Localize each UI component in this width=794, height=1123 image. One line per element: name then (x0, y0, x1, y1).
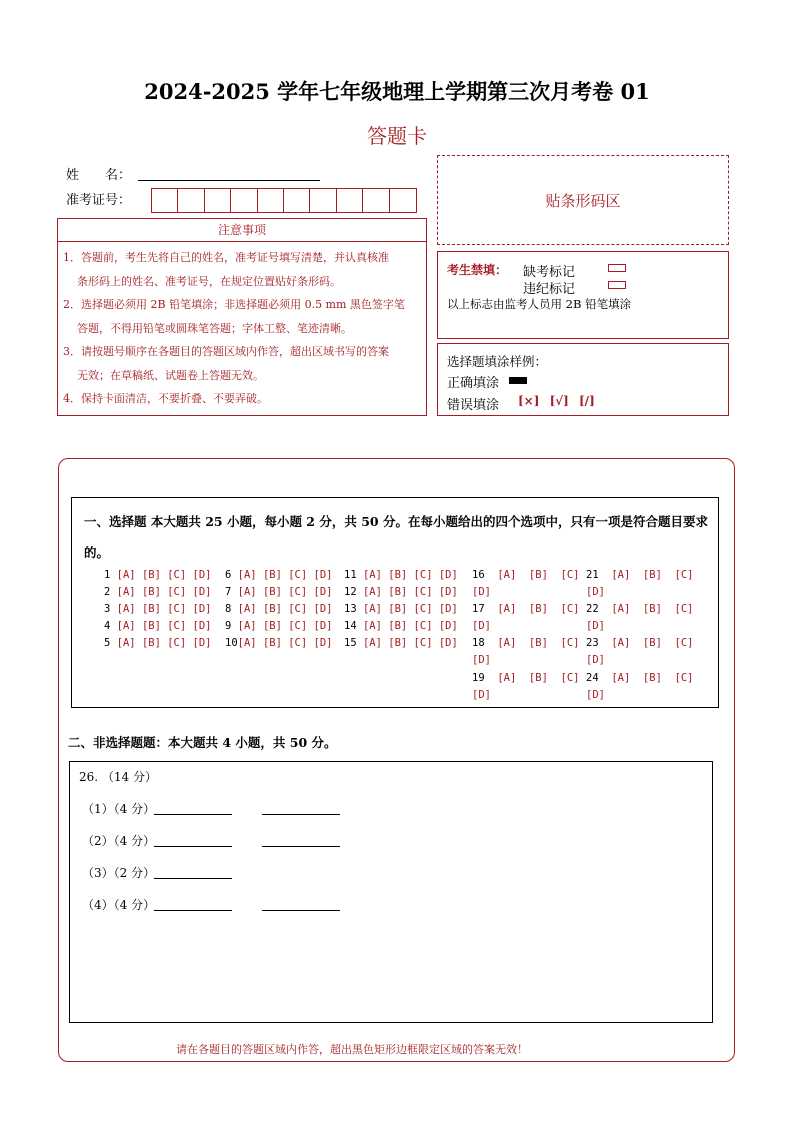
notice-item (63, 246, 420, 293)
section1-instruction: 一、选择题 本大题共 25 小题，每小题 2 分，共 50 分。在每小题给出的四个选项中，只有一项是符合题目要求的。 (84, 514, 708, 560)
notice-body (57, 242, 427, 416)
mc-question[interactable]: 22 [A] [B] [C] (586, 603, 694, 615)
id-digit-box[interactable] (390, 189, 416, 212)
answer-blank[interactable] (154, 814, 232, 815)
proctor-only-label: 考生禁填： (447, 263, 508, 277)
mc-question[interactable]: 9 [A] [B] [C] [D] (225, 620, 333, 632)
answer-blank[interactable] (262, 846, 340, 847)
correct-fill-label: 正确填涂 (447, 376, 500, 391)
notice-text: 请按题号顺序在各题目的答题区域内作答，超出区域书写的答案 (81, 345, 389, 358)
mc-question[interactable]: 10[A] [B] [C] [D] (225, 637, 333, 649)
mc-question[interactable]: 2 [A] [B] [C] [D] (104, 586, 212, 598)
id-digit-box[interactable] (258, 189, 284, 212)
id-digit-box[interactable] (337, 189, 363, 212)
notice-number: 3． (63, 345, 81, 358)
mc-option-d[interactable]: [D] (472, 586, 491, 598)
mc-question[interactable]: 11 [A] [B] [C] [D] (344, 569, 458, 581)
mc-option-d[interactable]: [D] (586, 586, 605, 598)
mc-question[interactable]: 14 [A] [B] [C] [D] (344, 620, 458, 632)
id-digit-box[interactable] (205, 189, 231, 212)
notice-number: 2． (63, 298, 81, 311)
notice-text: 答题，不得用铅笔或圆珠笔答题；字体工整、笔迹清晰。 (77, 321, 352, 335)
sub-question-label: （2）（4 分） (82, 834, 156, 848)
notice-text: 无效；在草稿纸、试题卷上答题无效。 (77, 368, 264, 382)
mc-question[interactable]: 8 [A] [B] [C] [D] (225, 603, 333, 615)
barcode-area (437, 155, 729, 245)
mc-question[interactable]: 5 [A] [B] [C] [D] (104, 637, 212, 649)
id-digit-box[interactable] (310, 189, 336, 212)
answer-blank[interactable] (262, 814, 340, 815)
proctor-marks-box (437, 251, 729, 339)
mc-option-d[interactable]: [D] (586, 654, 605, 666)
name-label: 姓 名： (66, 168, 132, 183)
answer-blank[interactable] (262, 910, 340, 911)
mc-question[interactable]: 15 [A] [B] [C] [D] (344, 637, 458, 649)
mc-question[interactable]: 1 [A] [B] [C] [D] (104, 569, 212, 581)
id-digit-box[interactable] (231, 189, 257, 212)
answer-blank[interactable] (154, 846, 232, 847)
id-digit-box[interactable] (284, 189, 310, 212)
mc-question[interactable]: 16 [A] [B] [C] (472, 569, 580, 581)
answer-blank[interactable] (154, 878, 232, 879)
fill-sample-box (437, 343, 729, 416)
mc-question[interactable]: 18 [A] [B] [C] (472, 637, 580, 649)
notice-text: 答题前，考生先将自己的姓名，准考证号填写清楚，并认真核准 (81, 251, 389, 264)
wrong-fill-examples: [×] [√] [/] (518, 394, 595, 408)
mc-option-d[interactable]: [D] (472, 654, 491, 666)
notice-title: 注意事项 (57, 218, 427, 242)
mc-question[interactable]: 17 [A] [B] [C] (472, 603, 580, 615)
mc-option-d[interactable]: [D] (472, 689, 491, 701)
mc-question[interactable]: 3 [A] [B] [C] [D] (104, 603, 212, 615)
question-26-label: 26. （14 分） (79, 770, 157, 784)
sample-title: 选择题填涂样例： (447, 354, 548, 369)
section2-title: 二、非选择题题：本大题共 4 小题，共 50 分。 (68, 735, 337, 750)
sub-question-label: （1）（4 分） (82, 802, 156, 816)
mc-question[interactable]: 12 [A] [B] [C] [D] (344, 586, 458, 598)
notice-number: 4． (63, 392, 81, 405)
mc-question[interactable]: 19 [A] [B] [C] (472, 672, 580, 684)
correct-fill-example (509, 377, 527, 384)
mc-question[interactable]: 6 [A] [B] [C] [D] (225, 569, 333, 581)
answer-sheet-title: 答题卡 (367, 124, 427, 148)
mc-question[interactable]: 4 [A] [B] [C] [D] (104, 620, 212, 632)
violation-mark-box[interactable] (608, 281, 626, 289)
notice-item (63, 340, 420, 387)
id-digit-box[interactable] (178, 189, 204, 212)
violation-mark-label: 违纪标记 (523, 282, 576, 297)
absent-mark-label: 缺考标记 (523, 265, 576, 280)
sub-question-label: （4）（4 分） (82, 898, 156, 912)
wrong-fill-label: 错误填涂 (447, 398, 500, 413)
notice-number: 1． (63, 251, 81, 264)
mc-question[interactable]: 21 [A] [B] [C] (586, 569, 694, 581)
proctor-note: 以上标志由监考人员用 2B 铅笔填涂 (447, 297, 632, 311)
notice-text: 选择题必须用 2B 铅笔填涂；非选择题必须用 0.5 mm 黑色签字笔 (81, 298, 405, 311)
mc-option-d[interactable]: [D] (586, 620, 605, 632)
exam-id-label: 准考证号： (66, 193, 132, 208)
answer-blank[interactable] (154, 910, 232, 911)
mc-question[interactable]: 13 [A] [B] [C] [D] (344, 603, 458, 615)
multiple-choice-box (71, 497, 719, 708)
notice-item (63, 293, 420, 340)
id-digit-box[interactable] (363, 189, 389, 212)
mc-question[interactable]: 24 [A] [B] [C] (586, 672, 694, 684)
footer-warning: 请在各题目的答题区域内作答，超出黑色矩形边框限定区域的答案无效！ (176, 1043, 528, 1056)
sub-question-label: （3）（2 分） (82, 866, 156, 880)
mc-question[interactable]: 7 [A] [B] [C] [D] (225, 586, 333, 598)
absent-mark-box[interactable] (608, 264, 626, 272)
question-26-box (69, 761, 713, 1023)
barcode-label: 贴条形码区 (545, 191, 621, 210)
mc-option-d[interactable]: [D] (472, 620, 491, 632)
notice-text: 条形码上的姓名、准考证号，在规定位置贴好条形码。 (77, 274, 341, 288)
notice-text: 保持卡面清洁，不要折叠、不要弄破。 (81, 392, 268, 405)
mc-option-d[interactable]: [D] (586, 689, 605, 701)
notice-item (63, 387, 420, 411)
name-input-line[interactable] (138, 180, 320, 181)
exam-id-boxes[interactable] (151, 188, 417, 213)
id-digit-box[interactable] (152, 189, 178, 212)
document-title: 2024-2025 学年七年级地理上学期第三次月考卷 01 (144, 79, 650, 104)
mc-question[interactable]: 23 [A] [B] [C] (586, 637, 694, 649)
